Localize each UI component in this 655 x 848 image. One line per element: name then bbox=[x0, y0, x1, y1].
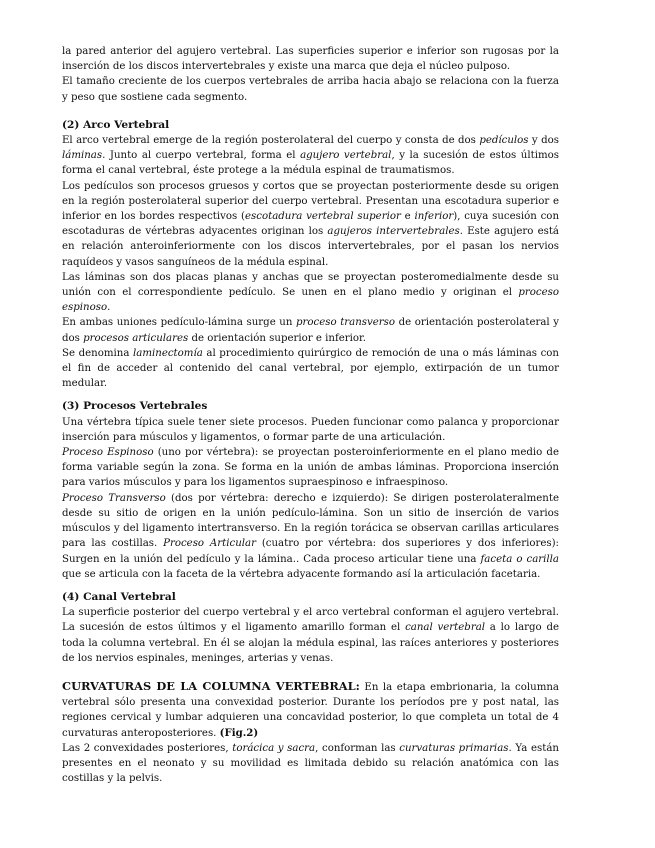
canal-paragraph-1: La superficie posterior del cuerpo vertebral y el arco vertebral conforman el agujero vertebral. La sucesión de estos últimos y el ligamento amarillo forman el canal vertebral a lo largo de toda la columna vertebral. En él se alojan la médula espinal, las raíces anteriores y posteriores de los nervios espinales, meninges, arterias y venas. bbox=[62, 607, 559, 664]
curvaturas-paragraph-1: CURVATURAS DE LA COLUMNA VERTEBRAL: En la etapa embrionaria, la columna vertebral sólo presenta una convexidad posterior. Durante los períodos pre y post natal, las regiones cervical y lumbar adquieren una concavidad posterior, lo que completa un total de 4 curvaturas anteroposteriores. (Fig.2) bbox=[62, 678, 559, 739]
section-heading-canal-vertebral: (4) Canal Vertebral bbox=[62, 590, 176, 603]
intro-paragraph-1: la pared anterior del agujero vertebral. Las superficies superior e inferior son rugosas por la inserción de los discos intervertebrales y existe una marca que deja el núcleo pulposo. bbox=[62, 46, 559, 73]
arco-paragraph-2: Los pedículos son procesos gruesos y cortos que se proyectan posteriormente desde su origen en la región posterolateral superior del cuerpo vertebral. Presentan una escotadura superior e inferior en los bordes respectivos (escotadura vertebral superior e inferior), cuya sucesión con escotaduras de vértebras adyacentes originan los agujeros intervertebrales. Este agujero está en relación anteroinferiormente con los discos intervertebrales, por el pasan los nervios raquídeos y vasos sanguíneos de la médula espinal. bbox=[62, 180, 560, 268]
curvaturas-heading: CURVATURAS DE LA COLUMNA VERTEBRAL: bbox=[62, 678, 360, 693]
arco-paragraph-1: El arco vertebral emerge de la región posterolateral del cuerpo y consta de dos pedículos y dos láminas. Junto al cuerpo vertebral, forma el agujero vertebral, y la sucesión de estos últimos forma el canal vertebral, éste protege a la médula espinal de traumatismos. bbox=[62, 135, 559, 177]
intro-paragraph-2: El tamaño creciente de los cuerpos vertebrales de arriba hacia abajo se relaciona con la fuerza y peso que sostiene cada segmento. bbox=[62, 76, 559, 103]
arco-paragraph-3: Las láminas son dos placas planas y anchas que se proyectan posteromedialmente desde su unión con el correspondiente pedículo. Se unen en el plano medio y originan el proceso espinoso. bbox=[62, 271, 559, 314]
arco-paragraph-5: Se denomina laminectomía al procedimiento quirúrgico de remoción de una o más láminas con el fin de acceder al contenido del canal vertebral, por ejemplo, extirpación de un tumor medular. bbox=[62, 347, 559, 390]
arco-paragraph-4: En ambas uniones pedículo-lámina surge un proceso transverso de orientación posterolateral y dos procesos articulares de orientación superior e inferior. bbox=[62, 317, 560, 344]
procesos-paragraph-2: Proceso Espinoso (uno por vértebra): se proyectan posteroinferiormente en el plano medio de forma variable según la zona. Se forma en la unión de ambas láminas. Proporciona inserción para varios músculos y para los ligamentos supraespinoso e infraespinoso. bbox=[62, 447, 559, 489]
procesos-paragraph-1: Una vértebra típica suele tener siete procesos. Pueden funcionar como palanca y proporcionar inserción para músculos y ligamentos, o formar parte de una articulación. bbox=[62, 416, 559, 443]
procesos-paragraph-3: Proceso Transverso (dos por vértebra: derecho e izquierdo): Se dirigen posterolateralmente desde su sitio de origen en la unión pedículo-lámina. Son un sitio de inserción de varios músculos y del ligamento intertransverso. En la región torácica se observan carillas articulares para las costillas. Proceso Articular (cuatro por vértebra: dos superiores y dos inferiores): Surgen en la unión del pedículo y la lámina.. Cada proceso articular tiene una faceta o carilla que se articula con la faceta de la vértebra adyacente formando así la articulación facetaria. bbox=[62, 492, 559, 580]
curvaturas-paragraph-2: Las 2 convexidades posteriores, torácica y sacra, conforman las curvaturas primarias. Ya están presentes en el neonato y su movilidad es limitada debido su relación anatómica con las costillas y la pelvis. bbox=[62, 742, 559, 785]
figure-reference: (Fig.2) bbox=[219, 726, 259, 739]
section-heading-arco-vertebral: (2) Arco Vertebral bbox=[62, 118, 170, 131]
section-heading-procesos-vertebrales: (3) Procesos Vertebrales bbox=[62, 400, 208, 413]
document-page bbox=[62, 44, 559, 786]
